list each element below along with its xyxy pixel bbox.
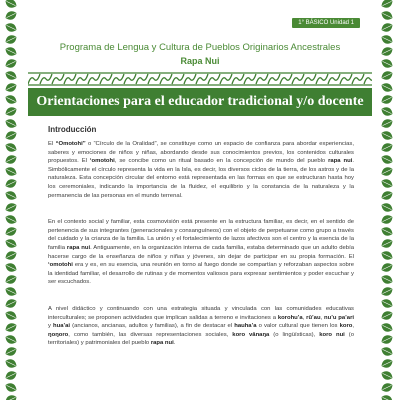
leaf-ornament-icon — [4, 118, 18, 129]
leaf-ornament-icon — [4, 262, 18, 273]
emphasized-term: rapa nui — [150, 340, 174, 347]
grade-unit-badge: 1° BÁSICO Unidad 1 — [292, 18, 360, 28]
leaf-ornament-icon — [380, 22, 394, 33]
decorative-pattern-band — [28, 72, 372, 86]
emphasized-term: hauha’a — [234, 323, 257, 330]
emphasized-term: hua’ai — [53, 323, 71, 330]
leaf-ornament-icon — [4, 358, 18, 369]
leaf-ornament-icon — [380, 154, 394, 165]
section-heading: Introducción — [48, 125, 97, 134]
leaf-ornament-icon — [380, 166, 394, 177]
emphasized-term: koro — [339, 323, 353, 330]
emphasized-term: ‘omotohi — [89, 158, 115, 165]
leaf-ornament-icon — [4, 82, 18, 93]
leaf-ornament-icon — [4, 298, 18, 309]
leaf-ornament-icon — [4, 394, 18, 400]
emphasized-term: nu’u pa’ari — [324, 314, 355, 321]
leaf-ornament-icon — [4, 310, 18, 321]
leaf-ornament-icon — [4, 106, 18, 117]
leaf-ornament-icon — [4, 130, 18, 141]
leaf-ornament-icon — [4, 154, 18, 165]
emphasized-term: rū’au — [306, 314, 321, 321]
leaf-ornament-icon — [4, 166, 18, 177]
leaf-ornament-icon — [380, 286, 394, 297]
emphasized-term: rapa nui — [66, 244, 91, 251]
leaf-ornament-icon — [380, 10, 394, 21]
leaf-ornament-icon — [380, 190, 394, 201]
emphasized-term: rapa nui — [328, 158, 353, 165]
leaf-ornament-icon — [4, 322, 18, 333]
emphasized-term: koro vānaŋa — [232, 331, 270, 338]
leaf-ornament-icon — [380, 334, 394, 345]
leaf-ornament-icon — [380, 274, 394, 285]
leaf-ornament-icon — [4, 346, 18, 357]
program-subtitle: Rapa Nui — [180, 56, 220, 66]
paragraph-1: El “Omotohi” o “Círculo de la Oralidad”, se constituye como un espacio de confianza para abordar experiencias, saberes y emociones de niños y niñas, abordando desde sus conocimientos previos, los contenidos culturales propuestos. El ‘omotohi, se concibe como un ritual basado en la concepción de mundo del pueblo rapa nui. Simbólicamente el círculo representa la vida en la Isla, es decir, los diversos ciclos de la tierra, de los astros y de la naturaleza. Esta concepción circular del entorno está representada en las formas en que se estructuran hasta hoy los ceremoniales, indicando la importancia de la fluidez, el equilibrio y la constancia de la naturaleza y la permanencia de las personas en el mundo terrenal. — [48, 141, 354, 199]
leaf-ornament-icon — [380, 142, 394, 153]
leaf-ornament-icon — [380, 0, 394, 9]
leaf-ornament-icon — [380, 202, 394, 213]
leaf-ornament-icon — [380, 118, 394, 129]
leaf-ornament-icon — [4, 334, 18, 345]
leaf-ornament-icon — [380, 322, 394, 333]
leaf-ornament-icon — [380, 106, 394, 117]
leaf-ornament-icon — [380, 346, 394, 357]
section-banner: Orientaciones para el educador tradicional y/o docente — [28, 88, 372, 116]
leaf-ornament-icon — [380, 70, 394, 81]
leaf-ornament-icon — [380, 250, 394, 261]
emphasized-term: “Omotohi” — [55, 141, 86, 147]
leaf-ornament-icon — [380, 394, 394, 400]
leaf-ornament-icon — [4, 190, 18, 201]
leaf-ornament-icon — [380, 298, 394, 309]
leaf-ornament-icon — [380, 82, 394, 93]
leaf-ornament-icon — [4, 70, 18, 81]
leaf-ornament-icon — [380, 130, 394, 141]
emphasized-term: koro nui — [319, 331, 345, 338]
paragraph-2: En el contexto social y familiar, esta cosmovisión está presente en la estructura familiar, es decir, en el sentido de pertenencia de sus integrantes (generacionales y consanguíneos) con el objeto de perpetuarse como grupo a través del cuidado y la crianza de la familia. La unión y el fortalecimiento de lazos afectivos son el centro y la esencia de la familia rapa nui. Antiguamente, en la organización interna de cada familia, estaba determinado que un adulto debía hacerse cargo de la enseñanza de niños y niñas y jóvenes, sin dejar de participar en su propia formación. El ‘omotohi era y es, en su esencia, una reunión en torno al fuego donde se compartían y reforzaban aspectos sobre la identidad familiar, el desarrollo de rutinas y de momentos valiosos para expresar sentimientos y poder escuchar y ser escuchados. — [48, 219, 354, 286]
leaf-ornament-icon — [4, 22, 18, 33]
leaf-ornament-icon — [4, 286, 18, 297]
leaf-ornament-icon — [4, 94, 18, 105]
leaf-ornament-icon — [4, 202, 18, 213]
leaf-ornament-icon — [380, 238, 394, 249]
leaf-ornament-icon — [4, 178, 18, 189]
leaf-ornament-icon — [4, 238, 18, 249]
leaf-ornament-icon — [380, 214, 394, 225]
leaf-ornament-icon — [380, 94, 394, 105]
program-title: Programa de Lengua y Cultura de Pueblos Originarios Ancestrales — [59, 42, 341, 53]
leaf-ornament-icon — [380, 226, 394, 237]
emphasized-term: korohu’a — [277, 314, 303, 321]
leaf-ornament-icon — [380, 310, 394, 321]
leaf-ornament-icon — [4, 10, 18, 21]
document-body — [48, 125, 354, 366]
leaf-ornament-icon — [4, 274, 18, 285]
leaf-ornament-icon — [4, 142, 18, 153]
leaf-ornament-icon — [380, 262, 394, 273]
emphasized-term: ‘omotohi — [48, 262, 73, 269]
paragraph-3: A nivel didáctico y continuando con una estrategia situada y vinculada con las comunidades educativas interculturales; se proponen actividades que implican salidas a terreno e invitaciones a korohu’a, rū’au, nu’u pa’ari y hua’ai (ancianos, ancianas, adultos y familias), a fin de destacar el hauha’a o valor cultural que tienen los koro, ŋoŋoro, como también, las diversas representaciones sociales, koro vānaŋa (o lingüísticas), koro nui (o territoriales) y patrimoniales del pueblo rapa nui. — [48, 305, 355, 347]
emphasized-term: ŋoŋoro — [48, 331, 69, 338]
leaf-ornament-icon — [4, 214, 18, 225]
leaf-ornament-icon — [4, 0, 18, 9]
leaf-ornament-icon — [4, 250, 18, 261]
leaf-ornament-icon — [380, 178, 394, 189]
leaf-ornament-icon — [380, 358, 394, 369]
leaf-ornament-icon — [4, 382, 18, 393]
leaf-ornament-icon — [380, 382, 394, 393]
leaf-ornament-icon — [4, 226, 18, 237]
leaf-ornament-icon — [380, 370, 394, 381]
leaf-ornament-icon — [4, 370, 18, 381]
